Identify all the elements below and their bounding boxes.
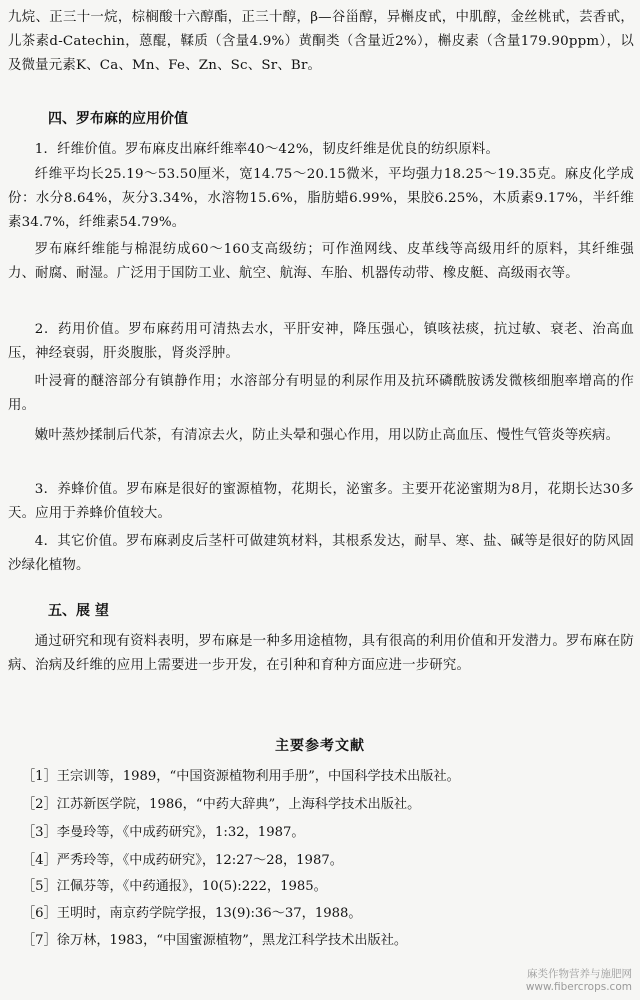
watermark-title: 麻类作物营养与施肥网: [527, 968, 632, 980]
site-watermark: [526, 968, 632, 994]
section-4-heading: 四、罗布麻的应用价值: [48, 111, 188, 127]
reference-item: ［1］王宗训等，1989，“中国资源植物利用手册”，中国科学技术出版社。: [22, 769, 460, 784]
reference-item: ［2］江苏新医学院，1986，“中药大辞典”，上海科学技术出版社。: [22, 797, 421, 812]
medicinal-value-paragraph: 2．药用价值。罗布麻药用可清热去水，平肝安神，降压强心，镇咳祛痰，抗过敏、衰老、治高血压，神经衰弱，肝炎腹胀，肾炎浮肿。: [8, 322, 634, 361]
tea-paragraph: 嫩叶蒸炒揉制后代茶，有清凉去火，防止头晕和强心作用，用以防止高血压、慢性气管炎等疾病。: [34, 428, 620, 443]
watermark-url: www.fibercrops.com: [525, 981, 632, 993]
reference-item: ［3］李曼玲等，《中成药研究》，1:32，1987。: [22, 825, 305, 840]
outlook-paragraph: 通过研究和现有资料表明，罗布麻是一种多用途植物，具有很高的利用价值和开发潜力。罗布麻在防病、治病及纤维的应用上需要进一步开发，在引种和育种方面应进一步研究。: [8, 634, 634, 673]
references-title: 主要参考文献: [275, 738, 365, 754]
bee-value-paragraph: 3．养蜂价值。罗布麻是很好的蜜源植物，花期长，泌蜜多。主要开花泌蜜期为8月，花期长达30多天。应用于养蜂价值较大。: [8, 482, 634, 521]
top-paragraph: 九烷、正三十一烷，棕榈酸十六醇酯，正三十醇，β—谷甾醇，异槲皮甙，中肌醇，金丝桃甙，芸香甙，儿茶素d-Catechin，蒽醌，鞣质（含量4.9%）黄酮类（含量近2%），槲皮素（含量179.90ppm），以及微量元素K、Ca、Mn、Fe、Zn、Sc、Sr、Br。: [8, 10, 634, 73]
reference-item: ［7］徐万林，1983，“中国蜜源植物”，黑龙江科学技术出版社。: [22, 933, 408, 948]
other-value-paragraph: 4．其它价值。罗布麻剥皮后茎杆可做建筑材料，其根系发达，耐旱、寒、盐、碱等是很好的防风固沙绿化植物。: [8, 534, 634, 573]
fiber-composition-paragraph: 纤维平均长25.19～53.50厘米，宽14.75～20.15微米，平均强力18.25～19.35克。麻皮化学成份：水分8.64%，灰分3.34%，水溶物15.6%，脂肪蜡6.99%，果胶6.25%，木质素9.17%，半纤维素34.7%，纤维素54.79%。: [8, 167, 634, 230]
fiber-value-paragraph: 1．纤维价值。罗布麻皮出麻纤维率40～42%，韧皮纤维是优良的纺织原料。: [34, 142, 500, 157]
reference-item: ［5］江佩芬等，《中药通报》，10(5):222，1985。: [22, 879, 327, 894]
fiber-uses-paragraph: 罗布麻纤维能与棉混纺成60～160支高级纺；可作渔网线、皮革线等高级用纤的原料，其纤维强力、耐腐、耐湿。广泛用于国防工业、航空、航海、车胎、机器传动带、橡皮艇、高级雨衣等。: [8, 242, 634, 281]
section-5-heading: 五、展 望: [48, 603, 109, 619]
reference-item: ［6］王明时，南京药学院学报，13(9):36～37，1988。: [22, 906, 362, 921]
reference-item: ［4］严秀玲等，《中成药研究》，12:27～28，1987。: [22, 853, 343, 868]
leaf-extract-paragraph: 叶浸膏的醚溶部分有镇静作用；水溶部分有明显的利尿作用及抗环磷酰胺诱发微核细胞率增高的作用。: [8, 374, 634, 413]
